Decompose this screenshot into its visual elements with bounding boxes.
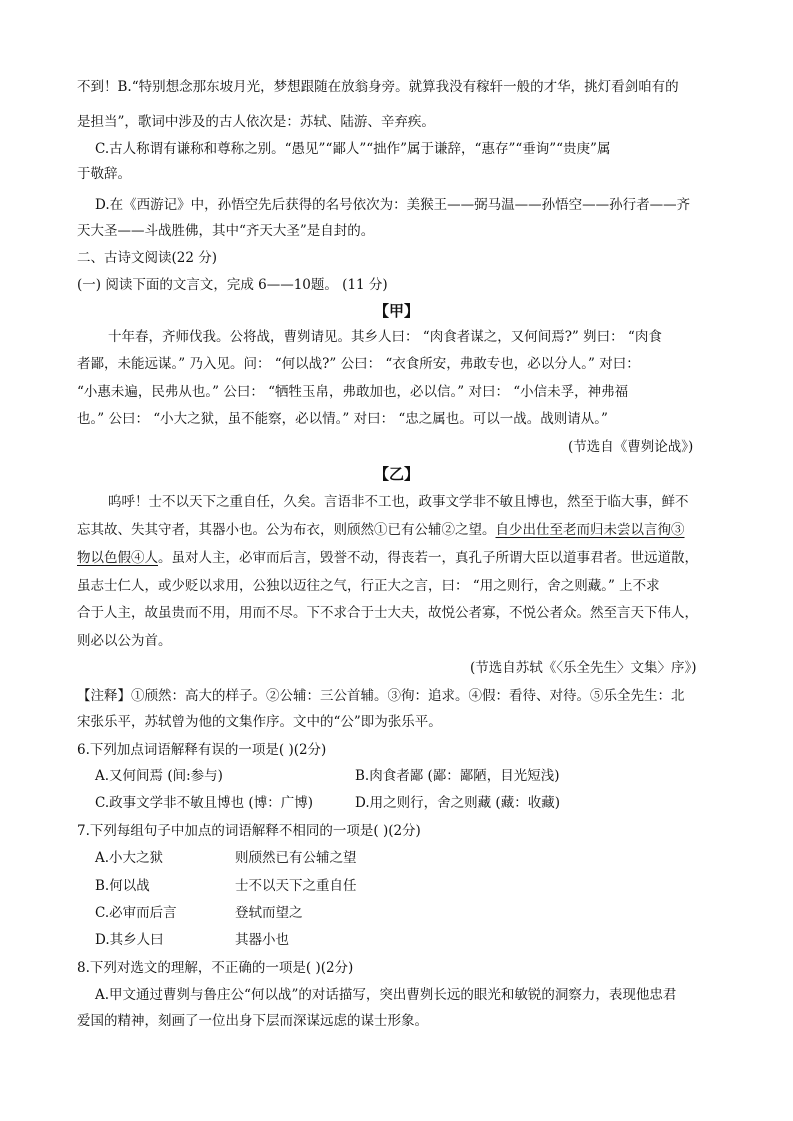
text-line: 天大圣——斗战胜佛，其中“齐天大圣”是自封的。: [77, 223, 375, 239]
text-line: D.在《西游记》中，孙悟空先后获得的名号依次为：美猴王——弼马温——孙悟空——孙行者——齐: [95, 197, 691, 213]
passage-source: (节选自苏轼《〈乐全先生〉文集〉序》): [470, 660, 697, 676]
passage-title-yi: 【乙】: [373, 465, 419, 483]
passage-line: 虽志士仁人，或少贬以求用，公独以迈往之气，行正大之言，曰： “用之则行，舍之则藏。” 上不求: [77, 578, 660, 594]
passage-line: 则必以公为首。: [77, 633, 172, 649]
option-a-cont: 爱国的精神，刻画了一位出身下层而深谋远虑的谋士形象。: [77, 1013, 428, 1029]
option-c: C.政事文学非不敏且博也 (博：广博): [95, 795, 313, 811]
section-heading: 二、古诗文阅读(22 分): [77, 250, 218, 266]
passage-line: “小惠未遍，民弗从也。” 公曰： “牺牲玉帛，弗敢加也，必以信。” 对曰： “小信未孚，神弗福: [77, 384, 629, 400]
passage-line: 忘其故、失其守者，其器小也。公为布衣，则颀然①已有公辅②之望。自少出仕至老而归未尝以言徇③: [77, 522, 685, 538]
option-d: D.其乡人曰: [95, 932, 164, 948]
option-b-pair: 士不以天下之重自任: [235, 878, 357, 894]
passage-source: (节选自《曹刿论战》): [568, 439, 694, 455]
text-line: 于敬辞。: [77, 166, 131, 182]
question-8: 8.下列对选文的理解，不正确的一项是( )(2分): [77, 960, 354, 976]
option-a: A.甲文通过曹刿与鲁庄公“何以战”的对话描写，突出曹刿长远的眼光和敏锐的洞察力，表现他忠君: [95, 987, 677, 1003]
section-instruction: (一) 阅读下面的文言文，完成 6——10题。 (11 分): [77, 277, 388, 293]
option-c: C.必审而后言: [95, 905, 177, 921]
option-c-pair: 登轼而望之: [235, 905, 303, 921]
text-line: 不到！B.“特别想念那东坡月光，梦想跟随在放翁身旁。就算我没有稼轩一般的才华，挑灯看剑咱有的: [77, 79, 679, 95]
annotation-line: 宋张乐平，苏轼曾为他的文集作序。文中的“公”即为张乐平。: [77, 714, 442, 730]
passage-line: 呜呼！士不以天下之重自任，久矣。言语非不工也，政事文学非不敏且博也，然至于临大事，鲜不: [108, 494, 689, 510]
option-d-pair: 其器小也: [235, 932, 289, 948]
question-7: 7.下列每组句子中加点的词语解释不相同的一项是( )(2分): [77, 823, 421, 839]
passage-line: 物以色假④人。虽对人主，必审而后言，毁誉不动，得丧若一，真孔子所谓大臣以道事君者。世远道散，: [77, 550, 698, 566]
option-b: B.肉食者鄙 (鄙：鄙陋，目光短浅): [355, 768, 560, 784]
text-line: C.古人称谓有谦称和尊称之别。“愚见”“鄙人”“拙作”属于谦辞，“惠存”“垂询”“贵庚”属: [95, 141, 611, 157]
option-a: A.又何间焉 (间:参与): [95, 768, 223, 784]
option-b: B.何以战: [95, 878, 150, 894]
text-line: 是担当”，歌词中涉及的古人依次是：苏轼、陆游、辛弃疾。: [77, 114, 435, 130]
underlined-sentence: 物以色假④人: [77, 550, 158, 566]
option-d: D.用之则行，舍之则藏 (藏：收藏): [355, 795, 560, 811]
passage-title-jia: 【甲】: [373, 302, 419, 320]
passage-line: 者鄙，未能远谋。” 乃入见。问： “何以战?” 公曰： “衣食所安，弗敢专也，必以分人。” 对曰：: [77, 356, 640, 372]
option-a-pair: 则颀然已有公辅之望: [235, 850, 357, 866]
question-6: 6.下列加点词语解释有误的一项是( )(2分): [77, 742, 327, 758]
passage-line: 合于人主，故虽贵而不用，用而不尽。下不求合于士大夫，故悦公者寡，不悦公者众。然至言天下伟人，: [77, 605, 698, 621]
option-a: A.小大之狱: [95, 850, 164, 866]
underlined-sentence: 自少出仕至老而归未尝以言徇③: [495, 522, 685, 538]
annotation-line: 【注释】①颀然：高大的样子。②公辅：三公首辅。③徇：追求。④假：看待、对待。⑤乐全先生：北: [77, 688, 685, 704]
passage-line: 也。” 公曰： “小大之狱，虽不能察，必以情。” 对曰： “忠之属也。可以一战。战则请从。”: [77, 411, 608, 427]
passage-line: 十年春，齐师伐我。公将战，曹刿请见。其乡人曰： “肉食者谋之，又何间焉?” 刿曰： “肉食: [108, 329, 662, 345]
